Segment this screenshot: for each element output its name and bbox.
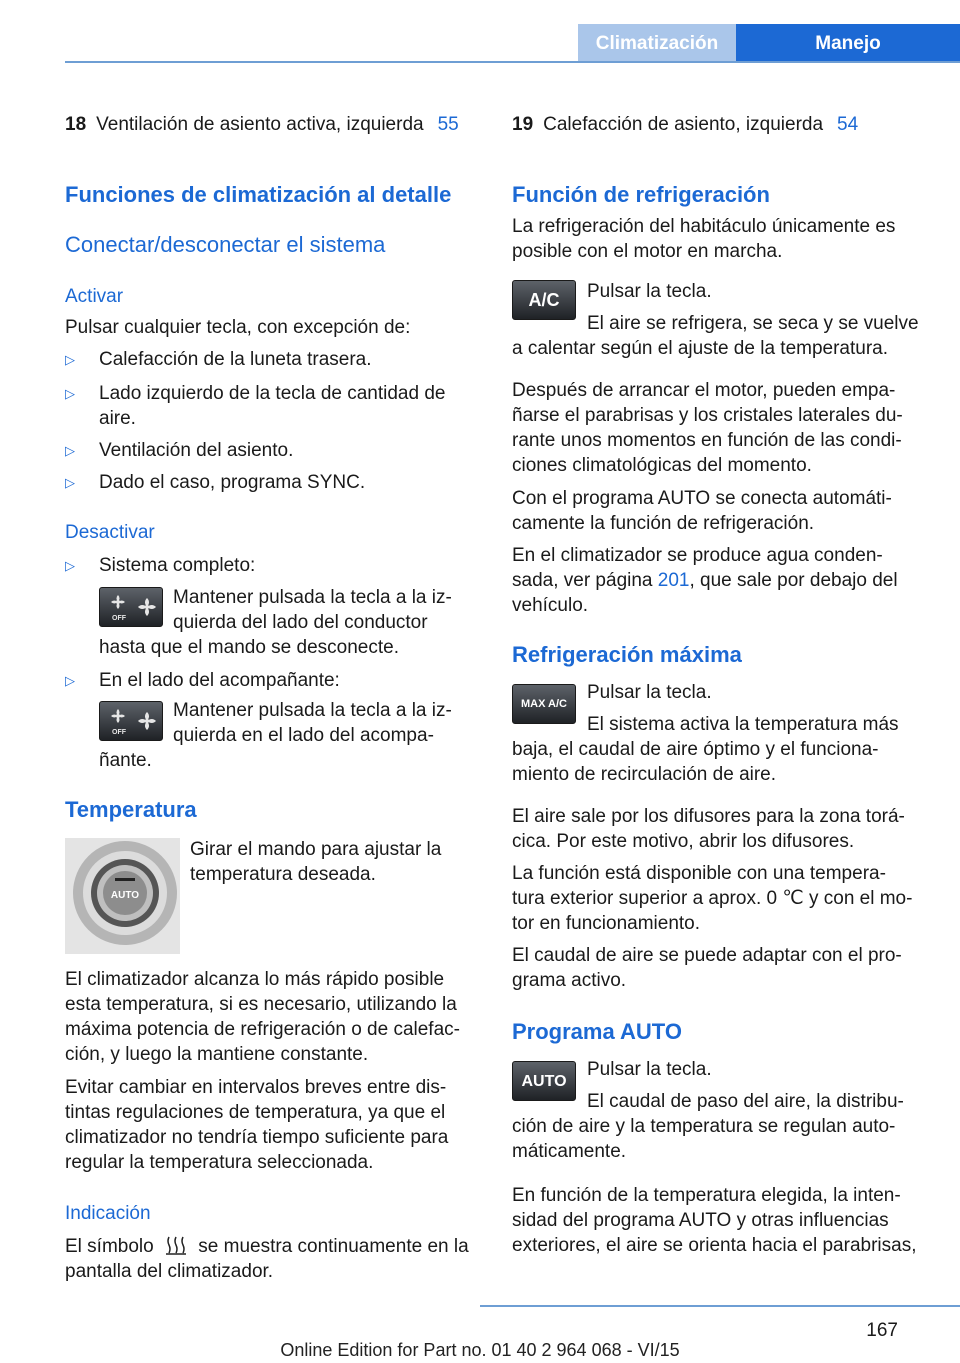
des-item2-line: Mantener pulsada la tecla a la iz‐ [173, 700, 452, 721]
page-link-201[interactable]: 201 [657, 570, 690, 591]
fan-off-button-image [99, 701, 163, 741]
fan-off-icon [101, 589, 161, 625]
indicacion-line: pantalla del climatizador. [65, 1261, 274, 1282]
max-desc: baja, el caudal de aire óptimo y el funciona‐ [512, 739, 879, 760]
paragraph-line: En el climatizador se produce agua conden‐ [512, 545, 883, 566]
ref-page-link[interactable]: 55 [437, 114, 459, 135]
temperature-knob-image [65, 838, 180, 954]
paragraph-line: ciones climatológicas del momento. [512, 455, 812, 476]
indicacion-line: El símbolo se muestra continuamente en la [65, 1236, 469, 1257]
max-desc: El sistema activa la temperatura más [587, 714, 899, 735]
heading-activar: Activar [65, 286, 124, 307]
ac-desc: a calentar según el ajuste de la temperatura. [512, 338, 889, 359]
des-item2-line: quierda en el lado del acompa‐ [173, 725, 434, 746]
paragraph-line: sada, ver página 201, que sale por debajo del [512, 570, 898, 591]
temp-desc: Girar el mando para ajustar la [190, 839, 442, 860]
bullet-icon: ▷ [65, 475, 75, 490]
list-item: ▷ Calefacción de la luneta trasera. [65, 349, 372, 370]
svg-text:OFF: OFF [112, 615, 126, 622]
paragraph-line: rante unos momentos en función de las condi‐ [512, 430, 902, 451]
bullet-icon: ▷ [65, 386, 75, 401]
list-item: ▷ Lado izquierdo de la tecla de cantidad de [65, 383, 446, 404]
temperature-knob-icon [65, 838, 180, 954]
ref-text: Ventilación de asiento activa, izquierda [96, 114, 424, 135]
footer-rule [480, 1305, 960, 1307]
heading-onoff: Conectar/desconectar el sistema [65, 232, 386, 257]
paragraph-line: regular la temperatura seleccionada. [65, 1152, 374, 1173]
heading-desactivar: Desactivar [65, 522, 155, 543]
bullet-icon: ▷ [65, 673, 75, 688]
ref-number: 19 [512, 114, 534, 135]
ac-button-image: A/C [512, 280, 576, 320]
svg-text:AUTO: AUTO [110, 890, 140, 901]
auto-desc: máticamente. [512, 1141, 627, 1162]
paragraph-line: grama activo. [512, 970, 627, 991]
ac-desc: El aire se refrigera, se seca y se vuelve [587, 313, 919, 334]
paragraph-line: Evitar cambiar en intervalos breves entre dis‐ [65, 1077, 447, 1098]
list-item-cont: aire. [99, 408, 136, 429]
paragraph-line: exteriores, el aire se orienta hacia el parabrisas, [512, 1235, 917, 1256]
paragraph-line: La función está disponible con una tempera‐ [512, 863, 886, 884]
ref-number: 18 [65, 114, 87, 135]
list-item: ▷ Dado el caso, programa SYNC. [65, 472, 366, 493]
max-desc: miento de recirculación de aire. [512, 764, 777, 785]
heading-auto: Programa AUTO [512, 1019, 682, 1044]
paragraph-line: posible con el motor en marcha. [512, 241, 783, 262]
paragraph-line: esta temperatura, si es necesario, utilizando la [65, 994, 457, 1015]
svg-text:OFF: OFF [112, 729, 126, 736]
auto-button-image: AUTO [512, 1061, 576, 1101]
fan-off-button-image [99, 587, 163, 627]
ref-text: Calefacción de asiento, izquierda [543, 114, 824, 135]
paragraph-line: camente la función de refrigeración. [512, 513, 815, 534]
header-rule [65, 61, 960, 63]
heading-max: Refrigeración máxima [512, 642, 742, 667]
paragraph-line: sidad del programa AUTO y otras influencias [512, 1210, 889, 1231]
page-number: 167 [866, 1320, 898, 1341]
paragraph-line: ción, y luego la mantiene constante. [65, 1044, 369, 1065]
ref-19 [512, 112, 858, 137]
bullet-icon: ▷ [65, 443, 75, 458]
activar-intro: Pulsar cualquier tecla, con excepción de: [65, 317, 411, 338]
paragraph-line: máxima potencia de refrigeración o de calefac‐ [65, 1019, 460, 1040]
header-chapter-tab[interactable]: Manejo [736, 24, 960, 62]
header-section-tab[interactable]: Climatización [578, 24, 736, 62]
auto-desc: El caudal de paso del aire, la distribu‐ [587, 1091, 904, 1112]
paragraph-line: En función de la temperatura elegida, la inten‐ [512, 1185, 901, 1206]
paragraph-line: Después de arrancar el motor, pueden empa‐ [512, 380, 896, 401]
des-item2-line: ñante. [99, 750, 152, 771]
auto-desc: ción de aire y la temperatura se regulan auto‐ [512, 1116, 896, 1137]
press-text: Pulsar la tecla. [587, 682, 712, 703]
heading-indicacion: Indicación [65, 1203, 151, 1224]
ref-page-link[interactable]: 54 [837, 114, 859, 135]
temp-desc: temperatura deseada. [190, 864, 376, 885]
press-text: Pulsar la tecla. [587, 1059, 712, 1080]
ref-18 [65, 112, 459, 137]
paragraph-line: El climatizador alcanza lo más rápido posible [65, 969, 445, 990]
paragraph-line: vehículo. [512, 595, 589, 616]
des-item1-line: Mantener pulsada la tecla a la iz‐ [173, 587, 452, 608]
des-item1-line: hasta que el mando se desconecte. [99, 637, 399, 658]
paragraph-line: La refrigeración del habitáculo únicamente es [512, 216, 896, 237]
bullet-icon: ▷ [65, 352, 75, 367]
paragraph-line: climatizador no tendría tiempo suficiente para [65, 1127, 449, 1148]
des-item1-line: quierda del lado del conductor [173, 612, 428, 633]
paragraph-line: El caudal de aire se puede adaptar con el pro‐ [512, 945, 902, 966]
list-item: ▷ Sistema completo: [65, 555, 256, 576]
paragraph-line: tintas regulaciones de temperatura, ya que el [65, 1102, 446, 1123]
paragraph-line: cica. Por este motivo, abrir los difusores. [512, 831, 855, 852]
list-item: ▷ Ventilación del asiento. [65, 440, 294, 461]
footer-edition: Online Edition for Part no. 01 40 2 964 068 - VI/15 [280, 1340, 680, 1360]
press-text: Pulsar la tecla. [587, 281, 712, 302]
list-item: ▷ En el lado del acompañante: [65, 670, 340, 691]
bullet-icon: ▷ [65, 558, 75, 573]
paragraph-line: El aire sale por los difusores para la zona torá‐ [512, 806, 905, 827]
paragraph-line: Con el programa AUTO se conecta automáti‐ [512, 488, 892, 509]
paragraph-line: ñarse el parabrisas y los cristales laterales du‐ [512, 405, 903, 426]
windshield-heat-icon [165, 1235, 187, 1255]
fan-off-icon [101, 703, 161, 739]
heading-temperatura: Temperatura [65, 797, 197, 822]
max-ac-button-image: MAX A/C [512, 684, 576, 724]
heading-refrigeracion: Función de refrigeración [512, 182, 770, 207]
paragraph-line: tor en funcionamiento. [512, 913, 701, 934]
paragraph-line: tura exterior superior a aprox. 0 ℃ y con el mo‐ [512, 888, 913, 909]
heading-main: Funciones de climatización al detalle [65, 182, 452, 207]
